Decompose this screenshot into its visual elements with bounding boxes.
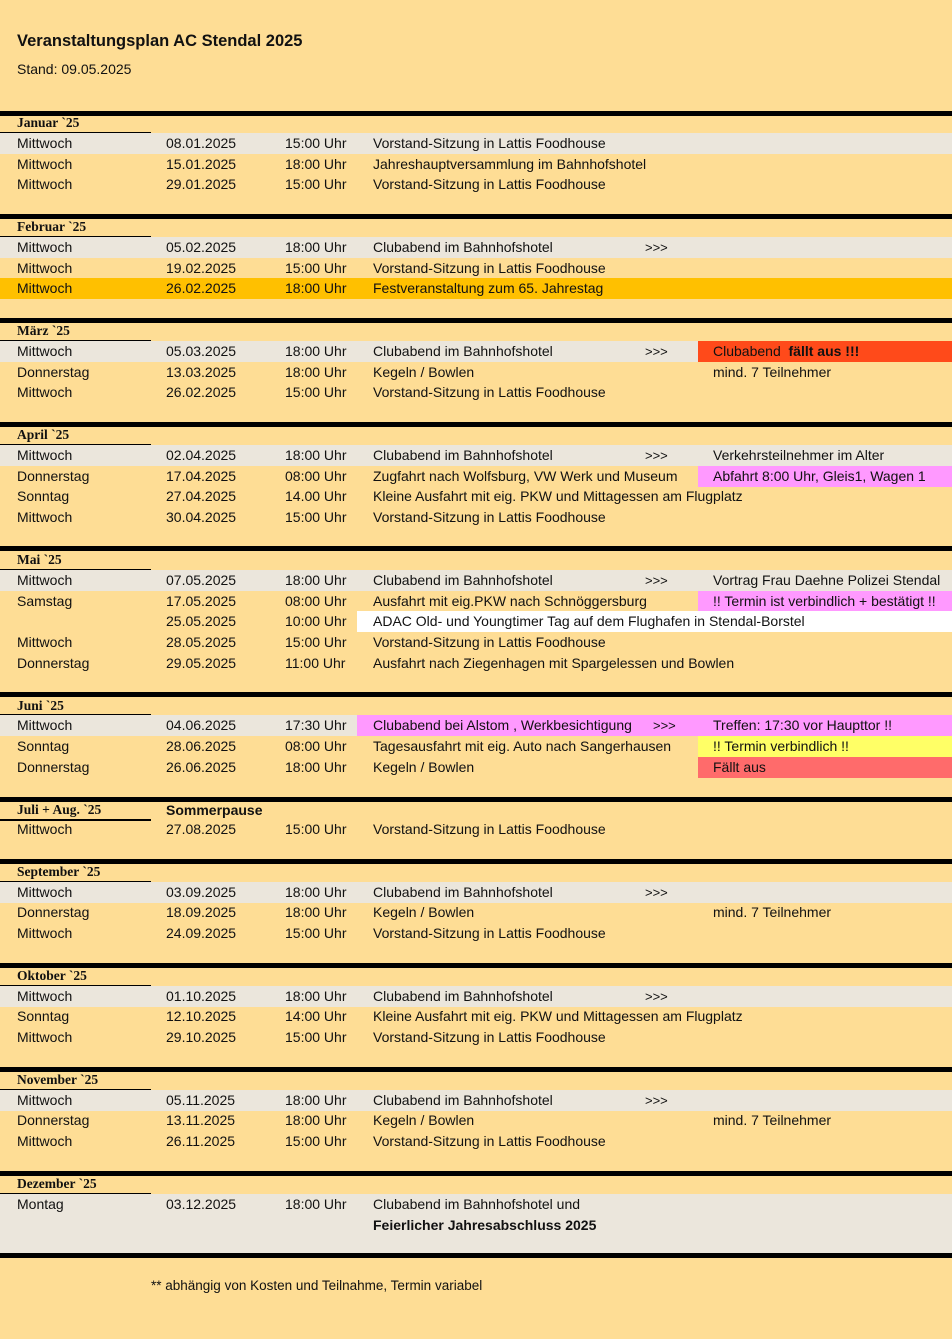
month-heading: September `25 xyxy=(17,864,101,879)
event-time: 17:30 Uhr xyxy=(285,717,347,733)
event-time: 15:00 Uhr xyxy=(285,634,347,650)
event-day: Mittwoch xyxy=(17,447,73,463)
event-description: Vorstand-Sitzung in Lattis Foodhouse xyxy=(373,176,606,192)
event-date: 19.02.2025 xyxy=(166,260,237,276)
section-divider xyxy=(0,422,952,427)
event-time: 15:00 Uhr xyxy=(285,1133,347,1149)
event-date: 02.04.2025 xyxy=(166,447,237,463)
month-heading: November `25 xyxy=(17,1072,99,1087)
event-row xyxy=(0,923,952,944)
event-description: Kleine Ausfahrt mit eig. PKW und Mittagessen am Flugplatz xyxy=(373,1008,743,1024)
event-day: Mittwoch xyxy=(17,384,73,400)
event-time: 15:00 Uhr xyxy=(285,384,347,400)
event-description: Jahreshauptversammlung im Bahnhofshotel xyxy=(373,156,647,172)
event-date: 05.02.2025 xyxy=(166,239,237,255)
page-title: Veranstaltungsplan AC Stendal 2025 xyxy=(17,32,303,50)
event-description: Clubabend im Bahnhofshotel xyxy=(373,988,553,1004)
event-description: Vorstand-Sitzung in Lattis Foodhouse xyxy=(373,634,606,650)
event-description: Clubabend im Bahnhofshotel xyxy=(373,343,553,359)
event-row xyxy=(0,237,952,258)
event-day: Sonntag xyxy=(17,488,70,504)
event-time: 18:00 Uhr xyxy=(285,1196,347,1212)
event-note: Abfahrt 8:00 Uhr, Gleis1, Wagen 1 xyxy=(713,468,926,484)
event-time: 18:00 Uhr xyxy=(285,572,347,588)
event-day: Mittwoch xyxy=(17,135,73,151)
more-arrow: >>> xyxy=(645,240,668,255)
section-divider xyxy=(0,318,952,323)
event-description: Vorstand-Sitzung in Lattis Foodhouse xyxy=(373,1133,606,1149)
event-description: Vorstand-Sitzung in Lattis Foodhouse xyxy=(373,1029,606,1045)
event-description: Clubabend im Bahnhofshotel xyxy=(373,572,553,588)
event-day: Mittwoch xyxy=(17,343,73,359)
event-row xyxy=(0,154,952,175)
event-day: Mittwoch xyxy=(17,1092,73,1108)
more-arrow: >>> xyxy=(645,989,668,1004)
event-description: Ausfahrt mit eig.PKW nach Schnöggersburg xyxy=(373,593,647,609)
event-description: Clubabend im Bahnhofshotel xyxy=(373,239,553,255)
event-row xyxy=(0,591,952,612)
more-arrow: >>> xyxy=(653,718,676,733)
event-description: Kleine Ausfahrt mit eig. PKW und Mittagessen am Flugplatz xyxy=(373,488,743,504)
event-day: Donnerstag xyxy=(17,655,90,671)
event-date: 07.05.2025 xyxy=(166,572,237,588)
event-day: Sonntag xyxy=(17,738,70,754)
event-day: Samstag xyxy=(17,593,73,609)
event-note: Verkehrsteilnehmer im Alter xyxy=(713,447,885,463)
event-row xyxy=(0,736,952,757)
event-date: 13.11.2025 xyxy=(166,1112,236,1128)
event-day: Sonntag xyxy=(17,1008,70,1024)
event-date: 04.06.2025 xyxy=(166,717,237,733)
event-description: Kegeln / Bowlen xyxy=(373,1112,475,1128)
event-day: Mittwoch xyxy=(17,884,73,900)
section-divider xyxy=(0,214,952,219)
event-day: Donnerstag xyxy=(17,468,90,484)
event-description: Vorstand-Sitzung in Lattis Foodhouse xyxy=(373,821,606,837)
event-description: Clubabend bei Alstom , Werkbesichtigung xyxy=(373,717,632,733)
event-row xyxy=(0,1090,952,1111)
note-text: Clubabend xyxy=(713,343,781,359)
event-date: 26.06.2025 xyxy=(166,759,237,775)
section-divider xyxy=(0,1067,952,1072)
event-day: Mittwoch xyxy=(17,260,73,276)
event-row xyxy=(0,570,952,591)
event-time: 15:00 Uhr xyxy=(285,260,347,276)
event-day: Mittwoch xyxy=(17,634,73,650)
event-time: 18:00 Uhr xyxy=(285,1092,347,1108)
event-note: Treffen: 17:30 vor Haupttor !! xyxy=(713,717,892,733)
event-note xyxy=(713,341,859,362)
event-row-highlight xyxy=(0,278,952,299)
event-row xyxy=(0,632,952,653)
event-day: Mittwoch xyxy=(17,509,73,525)
event-description: Tagesausfahrt mit eig. Auto nach Sangerhausen xyxy=(373,738,672,754)
event-time: 15:00 Uhr xyxy=(285,821,347,837)
event-time: 18:00 Uhr xyxy=(285,447,347,463)
event-time: 18:00 Uhr xyxy=(285,759,347,775)
event-date: 17.04.2025 xyxy=(166,468,237,484)
month-heading: Februar `25 xyxy=(17,219,87,234)
more-arrow: >>> xyxy=(645,885,668,900)
event-date: 03.09.2025 xyxy=(166,884,237,900)
event-row xyxy=(0,902,952,923)
event-description: Clubabend im Bahnhofshotel und xyxy=(373,1196,581,1212)
event-date: 03.12.2025 xyxy=(166,1196,237,1212)
event-row xyxy=(0,653,952,674)
event-description: Clubabend im Bahnhofshotel xyxy=(373,884,553,900)
event-note: Fällt aus xyxy=(713,759,766,775)
section-divider xyxy=(0,692,952,697)
section-divider xyxy=(0,797,952,802)
event-row xyxy=(0,1027,952,1048)
event-time: 18:00 Uhr xyxy=(285,280,347,296)
event-description: Clubabend im Bahnhofshotel xyxy=(373,447,553,463)
event-day: Donnerstag xyxy=(17,759,90,775)
event-date: 26.11.2025 xyxy=(166,1133,236,1149)
event-note: Vortrag Frau Daehne Polizei Stendal xyxy=(713,572,941,588)
event-day: Montag xyxy=(17,1196,64,1212)
event-time: 18:00 Uhr xyxy=(285,156,347,172)
event-row xyxy=(0,362,952,383)
event-day: Mittwoch xyxy=(17,925,73,941)
event-day: Mittwoch xyxy=(17,239,73,255)
event-date: 24.09.2025 xyxy=(166,925,237,941)
event-day: Mittwoch xyxy=(17,1133,73,1149)
month-heading: März `25 xyxy=(17,323,70,338)
event-day: Mittwoch xyxy=(17,717,73,733)
event-day: Mittwoch xyxy=(17,572,73,588)
section-divider xyxy=(0,859,952,864)
event-description: Kegeln / Bowlen xyxy=(373,364,475,380)
event-date: 26.02.2025 xyxy=(166,384,237,400)
event-time: 18:00 Uhr xyxy=(285,884,347,900)
section-divider xyxy=(0,963,952,968)
event-row xyxy=(0,341,952,362)
month-heading: Juni `25 xyxy=(17,698,64,713)
event-date: 27.08.2025 xyxy=(166,821,237,837)
event-day: Donnerstag xyxy=(17,1112,90,1128)
event-row xyxy=(0,507,952,528)
event-time: 14:00 Uhr xyxy=(285,1008,347,1024)
section-divider xyxy=(0,1253,952,1258)
event-date: 05.03.2025 xyxy=(166,343,237,359)
event-row xyxy=(0,486,952,507)
event-time: 18:00 Uhr xyxy=(285,904,347,920)
event-date: 01.10.2025 xyxy=(166,988,237,1004)
event-time: 08:00 Uhr xyxy=(285,738,347,754)
event-note: !! Termin verbindlich !! xyxy=(713,738,849,754)
event-day: Mittwoch xyxy=(17,1029,73,1045)
event-date: 29.10.2025 xyxy=(166,1029,237,1045)
event-date: 17.05.2025 xyxy=(166,593,237,609)
event-row xyxy=(0,382,952,403)
event-description: Ausfahrt nach Ziegenhagen mit Spargelessen und Bowlen xyxy=(373,655,735,671)
event-description: Vorstand-Sitzung in Lattis Foodhouse xyxy=(373,260,606,276)
event-note: mind. 7 Teilnehmer xyxy=(713,364,832,380)
more-arrow: >>> xyxy=(645,448,668,463)
event-description: Vorstand-Sitzung in Lattis Foodhouse xyxy=(373,135,606,151)
event-time: 18:00 Uhr xyxy=(285,343,347,359)
event-row xyxy=(0,466,952,487)
event-time: 15:00 Uhr xyxy=(285,1029,347,1045)
month-heading: Juli + Aug. `25 xyxy=(17,802,102,817)
event-date: 29.05.2025 xyxy=(166,655,237,671)
event-date: 18.09.2025 xyxy=(166,904,237,920)
event-time: 08:00 Uhr xyxy=(285,593,347,609)
summer-break-label: Sommerpause xyxy=(166,802,263,818)
event-date: 29.01.2025 xyxy=(166,176,237,192)
event-date: 28.06.2025 xyxy=(166,738,237,754)
event-time: 18:00 Uhr xyxy=(285,1112,347,1128)
event-note: !! Termin ist verbindlich + bestätigt !! xyxy=(713,593,936,609)
event-row xyxy=(0,1006,952,1027)
event-time: 15:00 Uhr xyxy=(285,176,347,192)
event-date: 27.04.2025 xyxy=(166,488,237,504)
event-time: 14.00 Uhr xyxy=(285,488,347,504)
event-row xyxy=(0,1110,952,1131)
event-description: Kegeln / Bowlen xyxy=(373,759,475,775)
event-description: Festveranstaltung zum 65. Jahrestag xyxy=(373,280,604,296)
event-row xyxy=(0,1194,952,1215)
event-description: Vorstand-Sitzung in Lattis Foodhouse xyxy=(373,509,606,525)
month-heading: Oktober `25 xyxy=(17,968,87,983)
event-row xyxy=(0,757,952,778)
event-date: 30.04.2025 xyxy=(166,509,237,525)
event-day: Donnerstag xyxy=(17,904,90,920)
month-heading: Mai `25 xyxy=(17,552,62,567)
event-time: 15:00 Uhr xyxy=(285,509,347,525)
event-day: Donnerstag xyxy=(17,364,90,380)
event-row xyxy=(0,258,952,279)
event-day: Mittwoch xyxy=(17,156,73,172)
event-date: 12.10.2025 xyxy=(166,1008,237,1024)
event-row xyxy=(0,1215,952,1236)
event-date: 28.05.2025 xyxy=(166,634,237,650)
event-note: mind. 7 Teilnehmer xyxy=(713,904,832,920)
event-row xyxy=(0,882,952,903)
event-description: Zugfahrt nach Wolfsburg, VW Werk und Museum xyxy=(373,468,678,484)
event-day: Mittwoch xyxy=(17,176,73,192)
event-description: Clubabend im Bahnhofshotel xyxy=(373,1092,553,1108)
event-description: Vorstand-Sitzung in Lattis Foodhouse xyxy=(373,384,606,400)
month-heading: April `25 xyxy=(17,427,70,442)
event-time: 18:00 Uhr xyxy=(285,239,347,255)
event-date: 05.11.2025 xyxy=(166,1092,236,1108)
event-row xyxy=(0,986,952,1007)
event-day: Mittwoch xyxy=(17,821,73,837)
event-time: 10:00 Uhr xyxy=(285,613,347,629)
event-row xyxy=(0,174,952,195)
event-time: 08:00 Uhr xyxy=(285,468,347,484)
more-arrow: >>> xyxy=(645,344,668,359)
event-date: 15.01.2025 xyxy=(166,156,237,172)
footnote: ** abhängig von Kosten und Teilnahme, Termin variabel xyxy=(151,1278,483,1293)
event-day: Mittwoch xyxy=(17,280,73,296)
month-heading: Januar `25 xyxy=(17,115,80,130)
status-date: Stand: 09.05.2025 xyxy=(17,61,132,77)
event-row xyxy=(0,1131,952,1152)
section-divider xyxy=(0,111,952,116)
event-time: 18:00 Uhr xyxy=(285,364,347,380)
event-description: Vorstand-Sitzung in Lattis Foodhouse xyxy=(373,925,606,941)
event-date: 25.05.2025 xyxy=(166,613,237,629)
section-divider xyxy=(0,1171,952,1176)
event-date: 08.01.2025 xyxy=(166,135,237,151)
event-description: ADAC Old- und Youngtimer Tag auf dem Flughafen in Stendal-Borstel xyxy=(373,613,805,629)
more-arrow: >>> xyxy=(645,1093,668,1108)
event-row xyxy=(0,611,952,632)
more-arrow: >>> xyxy=(645,573,668,588)
event-row xyxy=(0,133,952,154)
event-date: 26.02.2025 xyxy=(166,280,237,296)
event-description: Feierlicher Jahresabschluss 2025 xyxy=(373,1217,597,1233)
event-date: 13.03.2025 xyxy=(166,364,237,380)
event-row xyxy=(0,445,952,466)
event-time: 11:00 Uhr xyxy=(285,655,346,671)
section-divider xyxy=(0,546,952,551)
event-day: Mittwoch xyxy=(17,988,73,1004)
event-time: 18:00 Uhr xyxy=(285,988,347,1004)
event-description: Kegeln / Bowlen xyxy=(373,904,475,920)
event-note: mind. 7 Teilnehmer xyxy=(713,1112,832,1128)
month-heading: Dezember `25 xyxy=(17,1176,97,1191)
event-time: 15:00 Uhr xyxy=(285,135,347,151)
event-row xyxy=(0,715,952,736)
note-cancelled: fällt aus !!! xyxy=(788,343,860,359)
event-time: 15:00 Uhr xyxy=(285,925,347,941)
event-row xyxy=(0,819,952,840)
spacer-row xyxy=(0,1236,952,1253)
